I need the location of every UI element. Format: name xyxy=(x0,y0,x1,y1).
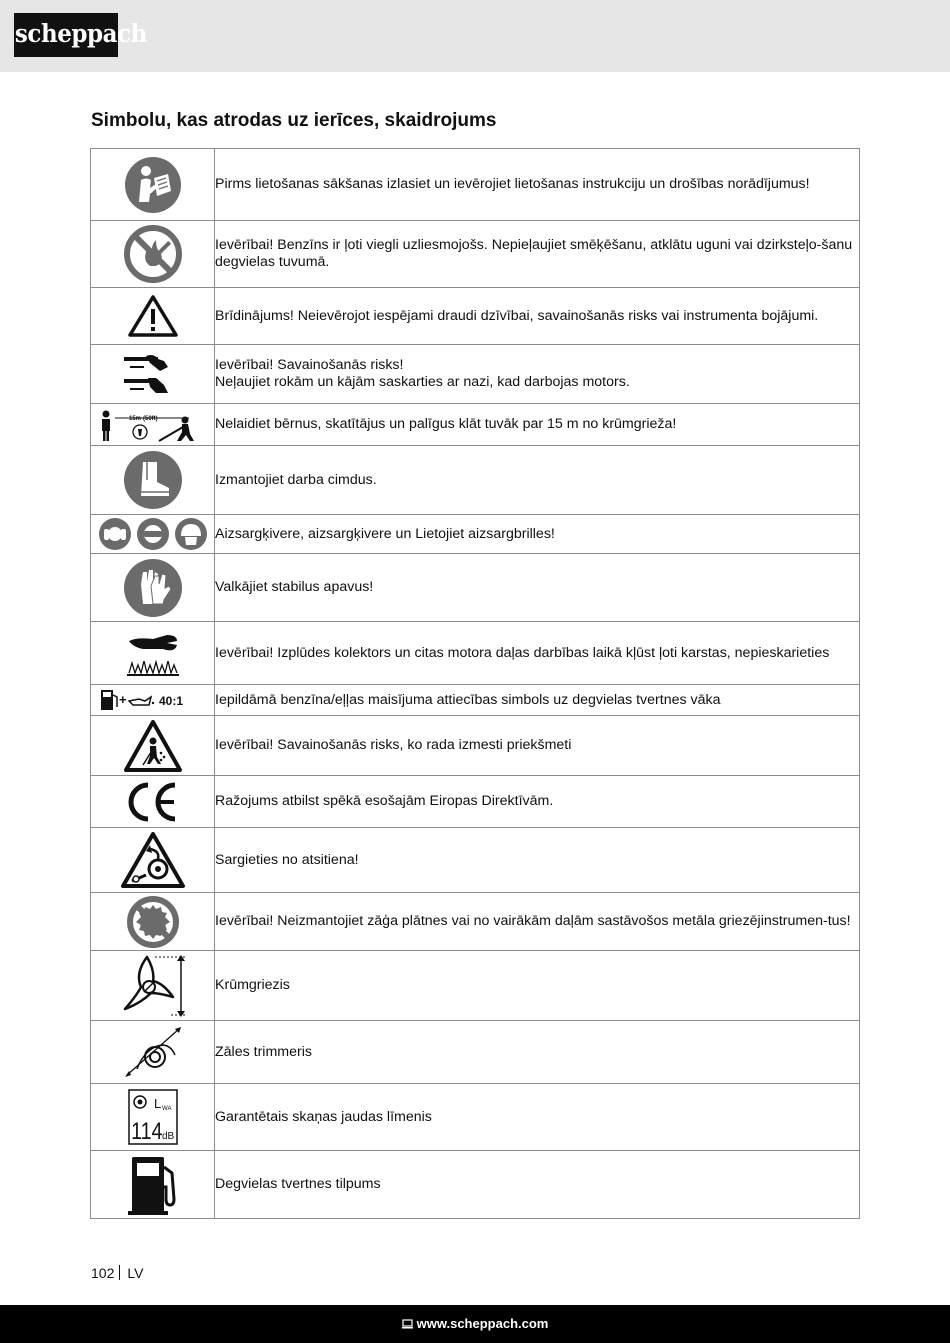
fuel-oil-mix-icon xyxy=(91,685,215,716)
grass-trimmer-head-icon xyxy=(91,1021,215,1084)
ce-mark-icon xyxy=(91,776,215,828)
list-item: Ievērībai! Neizmantojiet zāģa plātnes vai no vairākām daļām sastāvošos metāla griezējinstrumen-tus! xyxy=(215,893,860,951)
table-row xyxy=(91,685,860,716)
thrown-objects-warning-icon xyxy=(91,716,215,776)
footer-bar xyxy=(0,1305,950,1343)
hands-feet-blade-icon xyxy=(91,345,215,404)
table-row xyxy=(91,446,860,515)
header-bar xyxy=(0,0,950,72)
list-item: Brīdinājums! Neievērojot iespējami draudi dzīvībai, savainošanās risks vai instrumenta bojājumi. xyxy=(215,288,860,345)
table-row xyxy=(91,404,860,446)
list-item: Nelaidiet bērnus, skatītājus un palīgus klāt tuvāk par 15 m no krūmgrieža! xyxy=(215,404,860,446)
keep-distance-15m-icon xyxy=(91,404,215,446)
list-item: Pirms lietošanas sākšanas izlasiet un ievērojiet lietošanas instrukciju un drošības norādījumus! xyxy=(215,149,860,221)
svg-text:+: + xyxy=(118,692,127,707)
list-item: Valkājiet stabilus apavus! xyxy=(215,554,860,622)
scheppach-logo: scheppach xyxy=(14,13,118,57)
kickback-warning-icon xyxy=(91,828,215,893)
mix-ratio-label: 40:1 xyxy=(158,694,183,708)
lwa-label: L xyxy=(153,1096,161,1111)
list-item: Iepildāmā benzīna/eļļas maisījuma attiecības simbols uz degvielas tvertnes vāka xyxy=(215,685,860,716)
head-protection-icon xyxy=(175,518,207,550)
symbol-table xyxy=(90,148,860,1219)
lwa-sub-label: WA xyxy=(161,1106,171,1112)
distance-ft-label: (50ft) xyxy=(142,415,158,422)
table-row xyxy=(91,554,860,622)
computer-icon xyxy=(402,1317,413,1332)
page-title: Simbolu, kas atrodas uz ierīces, skaidrojums xyxy=(91,110,497,131)
table-row xyxy=(91,622,860,685)
table-row xyxy=(91,776,860,828)
sound-level-value: 114 xyxy=(130,1117,162,1145)
list-item: Krūmgriezis xyxy=(215,951,860,1021)
warning-triangle-icon xyxy=(91,288,215,345)
brush-cutter-blade-icon xyxy=(91,951,215,1021)
table-row xyxy=(91,951,860,1021)
table-row xyxy=(91,1021,860,1084)
ear-protection-icon xyxy=(99,518,131,550)
table-row xyxy=(91,149,860,221)
list-item: Ievērībai! Savainošanās risks, ko rada izmesti priekšmeti xyxy=(215,716,860,776)
sound-unit-label: dB xyxy=(161,1131,174,1142)
language-code: LV xyxy=(127,1265,144,1281)
sound-power-level-icon xyxy=(91,1084,215,1151)
no-saw-blade-icon xyxy=(91,893,215,951)
website-text: www.scheppach.com xyxy=(416,1316,549,1331)
list-item: Zāles trimmeris xyxy=(215,1021,860,1084)
list-item: Aizsargķivere, aizsargķivere un Lietojiet aizsargbrilles! xyxy=(215,515,860,554)
read-manual-icon xyxy=(91,149,215,221)
ear-eye-head-protection-icon xyxy=(91,515,215,554)
eye-protection-icon xyxy=(137,518,169,550)
page-number: 102 xyxy=(91,1265,115,1281)
website-link[interactable] xyxy=(0,1316,950,1332)
table-row xyxy=(91,1084,860,1151)
distance-label: 15m xyxy=(128,415,141,422)
table-row xyxy=(91,828,860,893)
list-item: Ievērībai! Savainošanās risks! Neļaujiet rokām un kājām saskarties ar nazi, kad darbojas motors. xyxy=(215,345,860,404)
table-row xyxy=(91,893,860,951)
table-row xyxy=(91,345,860,404)
no-smoking-no-fire-icon xyxy=(91,221,215,288)
hot-surface-icon xyxy=(91,622,215,685)
safety-boots-icon xyxy=(91,446,215,515)
list-item: Izmantojiet darba cimdus. xyxy=(215,446,860,515)
table-row xyxy=(91,1151,860,1219)
list-item: Ievērībai! Benzīns ir ļoti viegli uzliesmojošs. Nepieļaujiet smēķēšanu, atklātu uguni vai dzirksteļo-šanu degvielas tuvumā. xyxy=(215,221,860,288)
list-item: Ražojums atbilst spēkā esošajām Eiropas Direktīvām. xyxy=(215,776,860,828)
gloves-icon xyxy=(91,554,215,622)
table-row xyxy=(91,288,860,345)
table-row xyxy=(91,515,860,554)
fuel-pump-icon xyxy=(91,1151,215,1219)
divider xyxy=(119,1265,120,1280)
page-footer xyxy=(91,1265,143,1281)
table-row xyxy=(91,716,860,776)
list-item: Ievērībai! Izplūdes kolektors un citas motora daļas darbības laikā kļūst ļoti karstas, nepieskarieties xyxy=(215,622,860,685)
list-item: Sargieties no atsitiena! xyxy=(215,828,860,893)
list-item: Degvielas tvertnes tilpums xyxy=(215,1151,860,1219)
table-row xyxy=(91,221,860,288)
list-item: Garantētais skaņas jaudas līmenis xyxy=(215,1084,860,1151)
